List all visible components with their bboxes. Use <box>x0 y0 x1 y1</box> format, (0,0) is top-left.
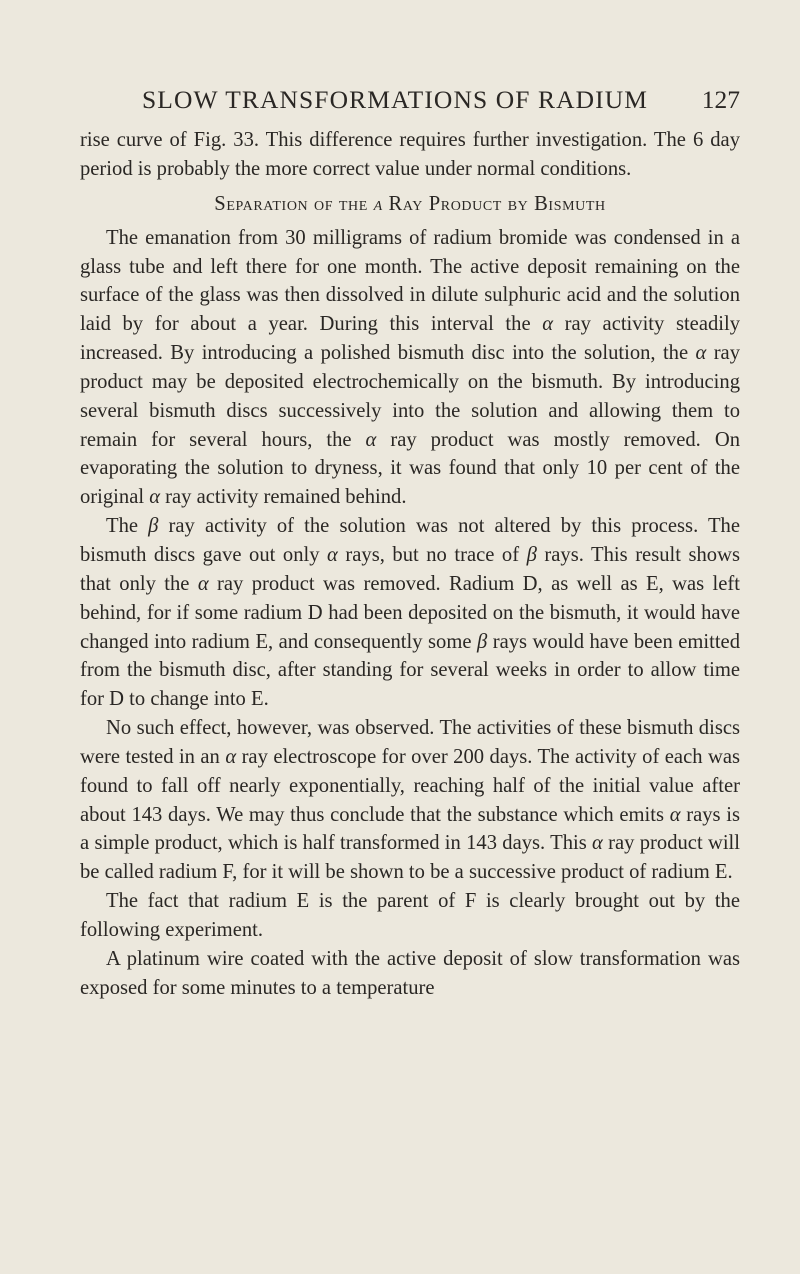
text-run: ray product was mostly removed. On evaporating the solution to dryness, it was found that only 10 per cent of the original <box>80 428 740 509</box>
greek-alpha: α <box>327 543 338 566</box>
text-run: ray product may be deposited electrochemically on the bismuth. By introducing several bismuth discs successively into the solution and allowing them to remain for several hours, the <box>80 342 740 451</box>
text-run: ray activity steadily increased. By introducing a polished bismuth disc into the solution, the <box>80 313 740 365</box>
text-run: The emanation from 30 milligrams of radium bromide was condensed in a glass tube and left there for one month. The active deposit remaining on the surface of the glass was then dissolved in dilute sulphuric acid and the solution laid by for about a year. During this interval the <box>80 226 740 336</box>
text-run: No such effect, however, was observed. The activities of these bismuth discs were tested in an <box>80 717 740 768</box>
greek-alpha: α <box>225 745 237 768</box>
text-run: rays. This result shows that only the <box>80 543 740 595</box>
running-head <box>80 80 740 120</box>
greek-alpha: α <box>149 486 161 509</box>
paragraph-continuation: rise curve of Fig. 33. This difference requires further investigation. The 6 day period is probably the more correct value under normal conditions. <box>80 129 740 180</box>
paragraph-radium-f <box>80 714 740 887</box>
text-run: rays is a simple product, which is half transformed in 143 days. This <box>80 803 741 855</box>
greek-beta: β <box>476 630 488 653</box>
section-heading <box>80 184 740 224</box>
greek-alpha: α <box>197 572 209 595</box>
greek-alpha: α <box>695 342 707 365</box>
text-run: The <box>106 515 149 538</box>
text-run: ray product will be called radium F, for it will be shown to be a successive product of radium E. <box>80 832 740 884</box>
greek-alpha: α <box>669 803 681 826</box>
heading-part2: Ray Product by Bismuth <box>382 192 606 215</box>
text-run: ray electroscope for over 200 days. The activity of each was found to fall off nearly exponentially, reaching half of the initial value after about 143 days. We may thus conclude that the substance which emits <box>80 745 740 826</box>
paragraph-platinum-wire: A platinum wire coated with the active deposit of slow transformation was exposed for some minutes to a temperature <box>80 947 740 999</box>
page-number: 127 <box>701 85 740 114</box>
text-run: ray activity remained behind. <box>160 486 407 509</box>
text-run: ray product was removed. Radium D, as well as E, was left behind, for if some radium D had been deposited on the bismuth, it would have changed into radium E, and consequently some <box>80 572 740 653</box>
paragraph-parent-of-f: The fact that radium E is the parent of F is clearly brought out by the following experiment. <box>80 890 740 941</box>
greek-alpha: α <box>592 832 603 855</box>
paragraph-emanation <box>80 224 740 512</box>
greek-alpha: α <box>542 313 554 336</box>
text-run: ray activity of the solution was not altered by this process. The bismuth discs gave out only <box>80 515 740 566</box>
text-run: rays would have been emitted from the bismuth disc, after standing for several weeks in order to allow time for D to change into E. <box>80 630 740 711</box>
paragraph-beta-activity <box>80 512 740 714</box>
running-title: SLOW TRANSFORMATIONS OF RADIUM <box>142 85 649 114</box>
greek-beta: β <box>526 543 537 566</box>
body-text <box>80 126 740 1002</box>
greek-alpha: α <box>365 428 377 451</box>
heading-greek-alpha: α <box>373 192 383 215</box>
heading-part1: Separation of the <box>214 192 374 215</box>
greek-beta: β <box>148 515 159 538</box>
text-run: rays, but no trace of <box>337 543 527 566</box>
